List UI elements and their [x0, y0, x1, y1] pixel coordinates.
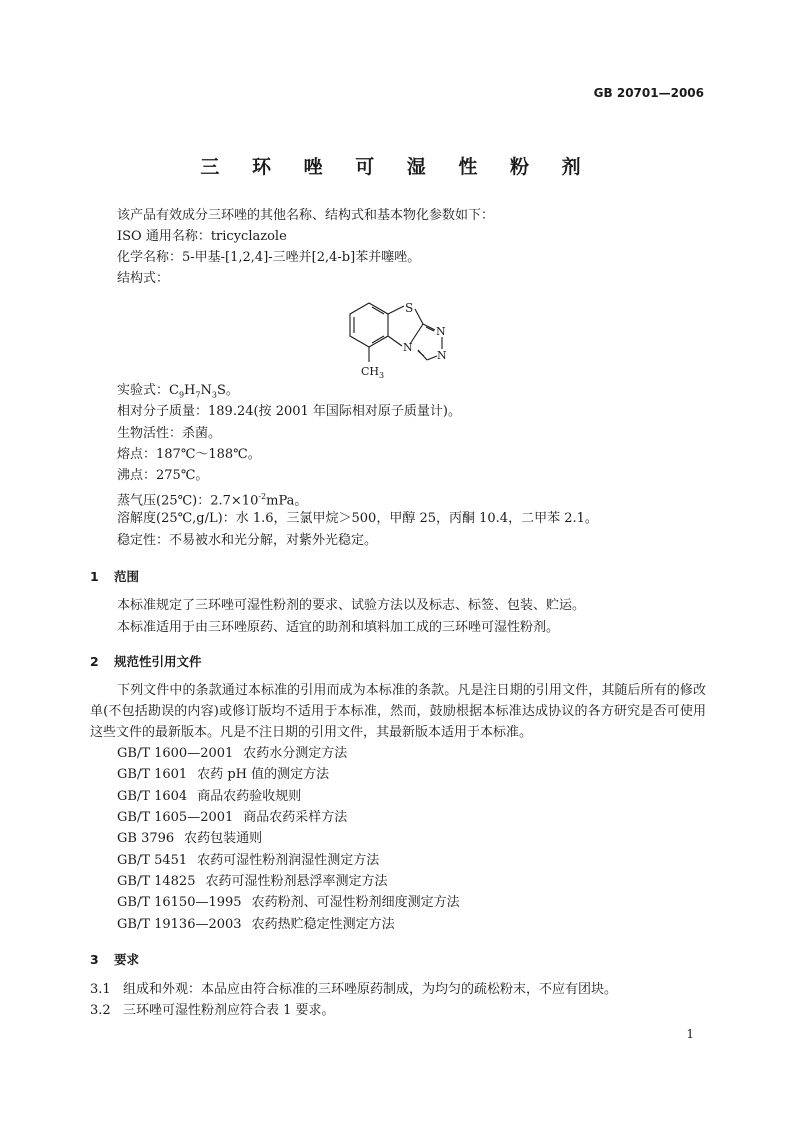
section-1-para-2: 本标准适用于由三环唑原药、适宜的助剂和填料加工成的三环唑可湿性粉剂。 [117, 620, 560, 635]
vapor-pressure: 蒸气压(25℃)：$2.7\times 10^{-2}mPa$。 [117, 492, 308, 509]
reference-item: GB/T 14825 农药可湿性粉剂悬浮率测定方法 [117, 874, 388, 889]
section-3-heading: 3 要求 [90, 952, 140, 967]
section-1-heading: 1 范围 [90, 569, 140, 584]
reference-item: GB/T 1600—2001 农药水分测定方法 [117, 746, 348, 761]
section-2-heading: 2 规范性引用文件 [90, 654, 202, 669]
reference-item: GB/T 1601 农药 pH 值的测定方法 [117, 767, 330, 782]
reference-item: GB/T 19136—2003 农药热贮稳定性测定方法 [117, 917, 395, 932]
molar-mass: 相对分子质量：189.24(按 2001 年国际相对原子质量计)。 [117, 404, 461, 419]
solubility: 溶解度(25℃,g/L)：水 1.6，三氯甲烷＞500，甲醇 25，丙酮 10.4，二甲苯 2.1。 [117, 511, 598, 526]
structure-label: 结构式： [117, 271, 170, 286]
requirement-3-2: 3.2 三环唑可湿性粉剂应符合表 1 要求。 [90, 1003, 335, 1018]
atom-n-lower: N [437, 349, 447, 362]
bioactivity: 生物活性：杀菌。 [117, 426, 222, 441]
boiling-point: 沸点：275℃。 [117, 468, 209, 483]
standard-number: GB 20701—2006 [593, 86, 704, 100]
empirical-formula: 实验式：$C_9H_7N_3S$。 [117, 383, 239, 400]
atom-n-upper: N [436, 325, 446, 338]
atom-n-bridge: N [403, 341, 413, 354]
atom-s: S [405, 301, 414, 315]
methyl-group: $CH_3$ [361, 365, 385, 380]
requirement-3-1: 3.1 组成和外观：本品应由符合标准的三环唑原药制成，为均匀的疏松粉末，不应有团块。 [90, 982, 618, 997]
reference-item: GB/T 1604 商品农药验收规则 [117, 789, 302, 804]
document-title: 三 环 唑 可 湿 性 粉 剂 [200, 156, 594, 178]
intro-line: 该产品有效成分三环唑的其他名称、结构式和基本物化参数如下： [117, 208, 495, 223]
melting-point: 熔点：187℃～188℃。 [117, 447, 261, 462]
reference-item: GB/T 16150—1995 农药粉剂、可湿性粉剂细度测定方法 [117, 895, 460, 910]
structural-formula [339, 296, 459, 382]
section-2-para: 下列文件中的条款通过本标准的引用而成为本标准的条款。凡是注日期的引用文件，其随后所有的修改单(不包括勘误的内容)或修订版均不适用于本标准，然而，鼓励根据本标准达成协议的各方研究是否可使用这些文件的最新版本。凡是不注日期的引用文件，其最新版本适用于本标准。 [90, 683, 706, 740]
iso-name: ISO 通用名称：tricyclazole [117, 229, 287, 244]
chemical-name: 化学名称：5-甲基-[1,2,4]-三唑并[2,4-b]苯并噻唑。 [117, 250, 421, 265]
reference-item: GB/T 1605—2001 商品农药采样方法 [117, 810, 348, 825]
reference-item: GB 3796 农药包装通则 [117, 831, 263, 846]
page-number: 1 [686, 1027, 694, 1041]
stability: 稳定性：不易被水和光分解，对紫外光稳定。 [117, 533, 378, 548]
reference-item: GB/T 5451 农药可湿性粉剂润湿性测定方法 [117, 853, 380, 868]
section-1-para-1: 本标准规定了三环唑可湿性粉剂的要求、试验方法以及标志、标签、包装、贮运。 [117, 598, 586, 613]
